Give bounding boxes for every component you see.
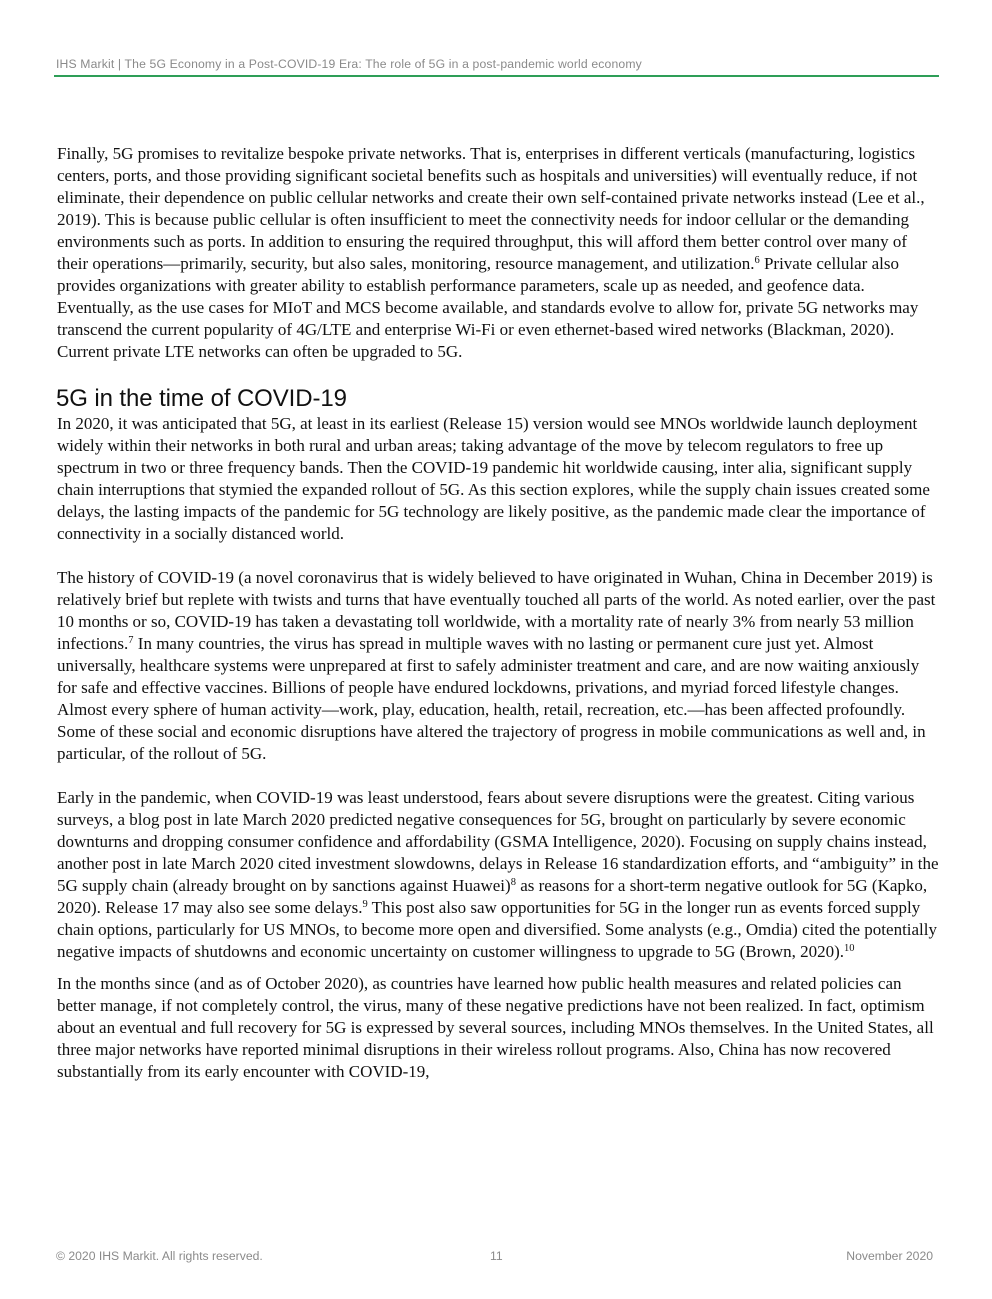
footnote-ref-9[interactable]: 9 [362,899,368,910]
footnote-ref-10[interactable]: 10 [844,943,855,954]
footnote-ref-7[interactable]: 7 [128,635,134,646]
paragraph-covid-history: The history of COVID-19 (a novel coronavirus that is widely believed to have originated in Wuhan, China in December 2019) is relatively brief but replete with twists and turns that have eventually touched all parts of the world. As noted earlier, over the past 10 months or so, COVID-19 has taken a devastating toll worldwide, with a mortality rate of nearly 3% from nearly 53 million infections.$^7$ In many countries, the virus has spread in multiple waves with no lasting or permanent cure just yet. Almost universally, healthcare systems were unprepared at first to safely administer treatment and care, and are now waiting anxiously for safe and effective vaccines. Billions of people have endured lockdowns, privations, and myriad forced lifestyle changes. Almost every sphere of human activity—work, play, education, health, retail, recreation, etc.—has been affected profoundly. Some of these social and economic disruptions have altered the trajectory of progress in mobile communications as well and, in particular, of the rollout of 5G. [57,568,936,763]
running-header: IHS Markit | The 5G Economy in a Post-COVID-19 Era: The role of 5G in a post-pandemic world economy [56,57,642,71]
section-heading: 5G in the time of COVID-19 [56,385,347,412]
paragraph-anticipated-rollout: In 2020, it was anticipated that 5G, at least in its earliest (Release 15) version would see MNOs worldwide launch deployment widely within their networks in both rural and urban areas; taking advantage of the move by telecom regulators to free up spectrum in two or three frequency bands. Then the COVID-19 pandemic hit worldwide causing, inter alia, significant supply chain interruptions that stymied the expanded rollout of 5G. As this section explores, while the supply chain issues created some delays, the lasting impacts of the pandemic for 5G technology are likely positive, as the pandemic made clear the importance of connectivity in a socially distanced world. [57,414,930,543]
paragraph-early-pandemic: Early in the pandemic, when COVID-19 was least understood, fears about severe disruptions were the greatest. Citing various surveys, a blog post in late March 2020 predicted negative consequences for 5G, brought on particularly by severe economic downturns and dropping consumer confidence and affordability (GSMA Intelligence, 2020). Focusing on supply chains instead, another post in late March 2020 cited investment slowdowns, delays in Release 16 standardization efforts, and “ambiguity” in the 5G supply chain (already brought on by sanctions against Huawei)$^8$ as reasons for a short-term negative outlook for 5G (Kapko, 2020). Release 17 may also see some delays.$^9$ This post also saw opportunities for 5G in the longer run as events forced supply chain options, particularly for US MNOs, to become more open and diversified. Some analysts (e.g., Omdia) cited the potentially negative impacts of shutdowns and economic uncertainty on customer willingness to upgrade to 5G (Brown, 2020).$^{10}$ [57,788,939,961]
page-body [57,143,939,1105]
footer-date: November 2020 [846,1249,933,1263]
footnote-ref-6[interactable]: 6 [754,255,760,266]
paragraph-months-since: In the months since (and as of October 2020), as countries have learned how public health measures and related policies can better manage, if not completely control, the virus, many of these negative predictions have not been realized. In fact, optimism about an eventual and full recovery for 5G is expressed by several sources, including MNOs themselves. In the United States, all three major networks have reported minimal disruptions in their wireless rollout programs. Also, China has now recovered substantially from its early encounter with COVID-19, [57,974,934,1081]
header-divider [54,75,939,77]
paragraph-private-networks: Finally, 5G promises to revitalize bespoke private networks. That is, enterprises in different verticals (manufacturing, logistics centers, ports, and those providing significant societal benefits such as hospitals and universities) will eventually reduce, if not eliminate, their dependence on public cellular networks and create their own self-contained private networks instead (Lee et al., 2019). This is because public cellular is often insufficient to meet the connectivity needs for indoor cellular or the demanding environments such as ports. In addition to ensuring the required throughput, this will afford them better control over many of their operations—primarily, security, but also sales, monitoring, resource management, and utilization.$^6$ Private cellular also provides organizations with greater ability to establish performance parameters, scale up as needed, and geofence data. Eventually, as the use cases for MIoT and MCS become available, and standards evolve to allow for, private 5G networks may transcend the current popularity of 4G/LTE and enterprise Wi-Fi or even ethernet-based wired networks (Blackman, 2020). Current private LTE networks can often be upgraded to 5G. [57,144,925,361]
footnote-ref-8[interactable]: 8 [510,877,516,888]
footer-copyright: © 2020 IHS Markit. All rights reserved. [56,1249,263,1263]
footer-page-number: 11 [490,1249,503,1263]
